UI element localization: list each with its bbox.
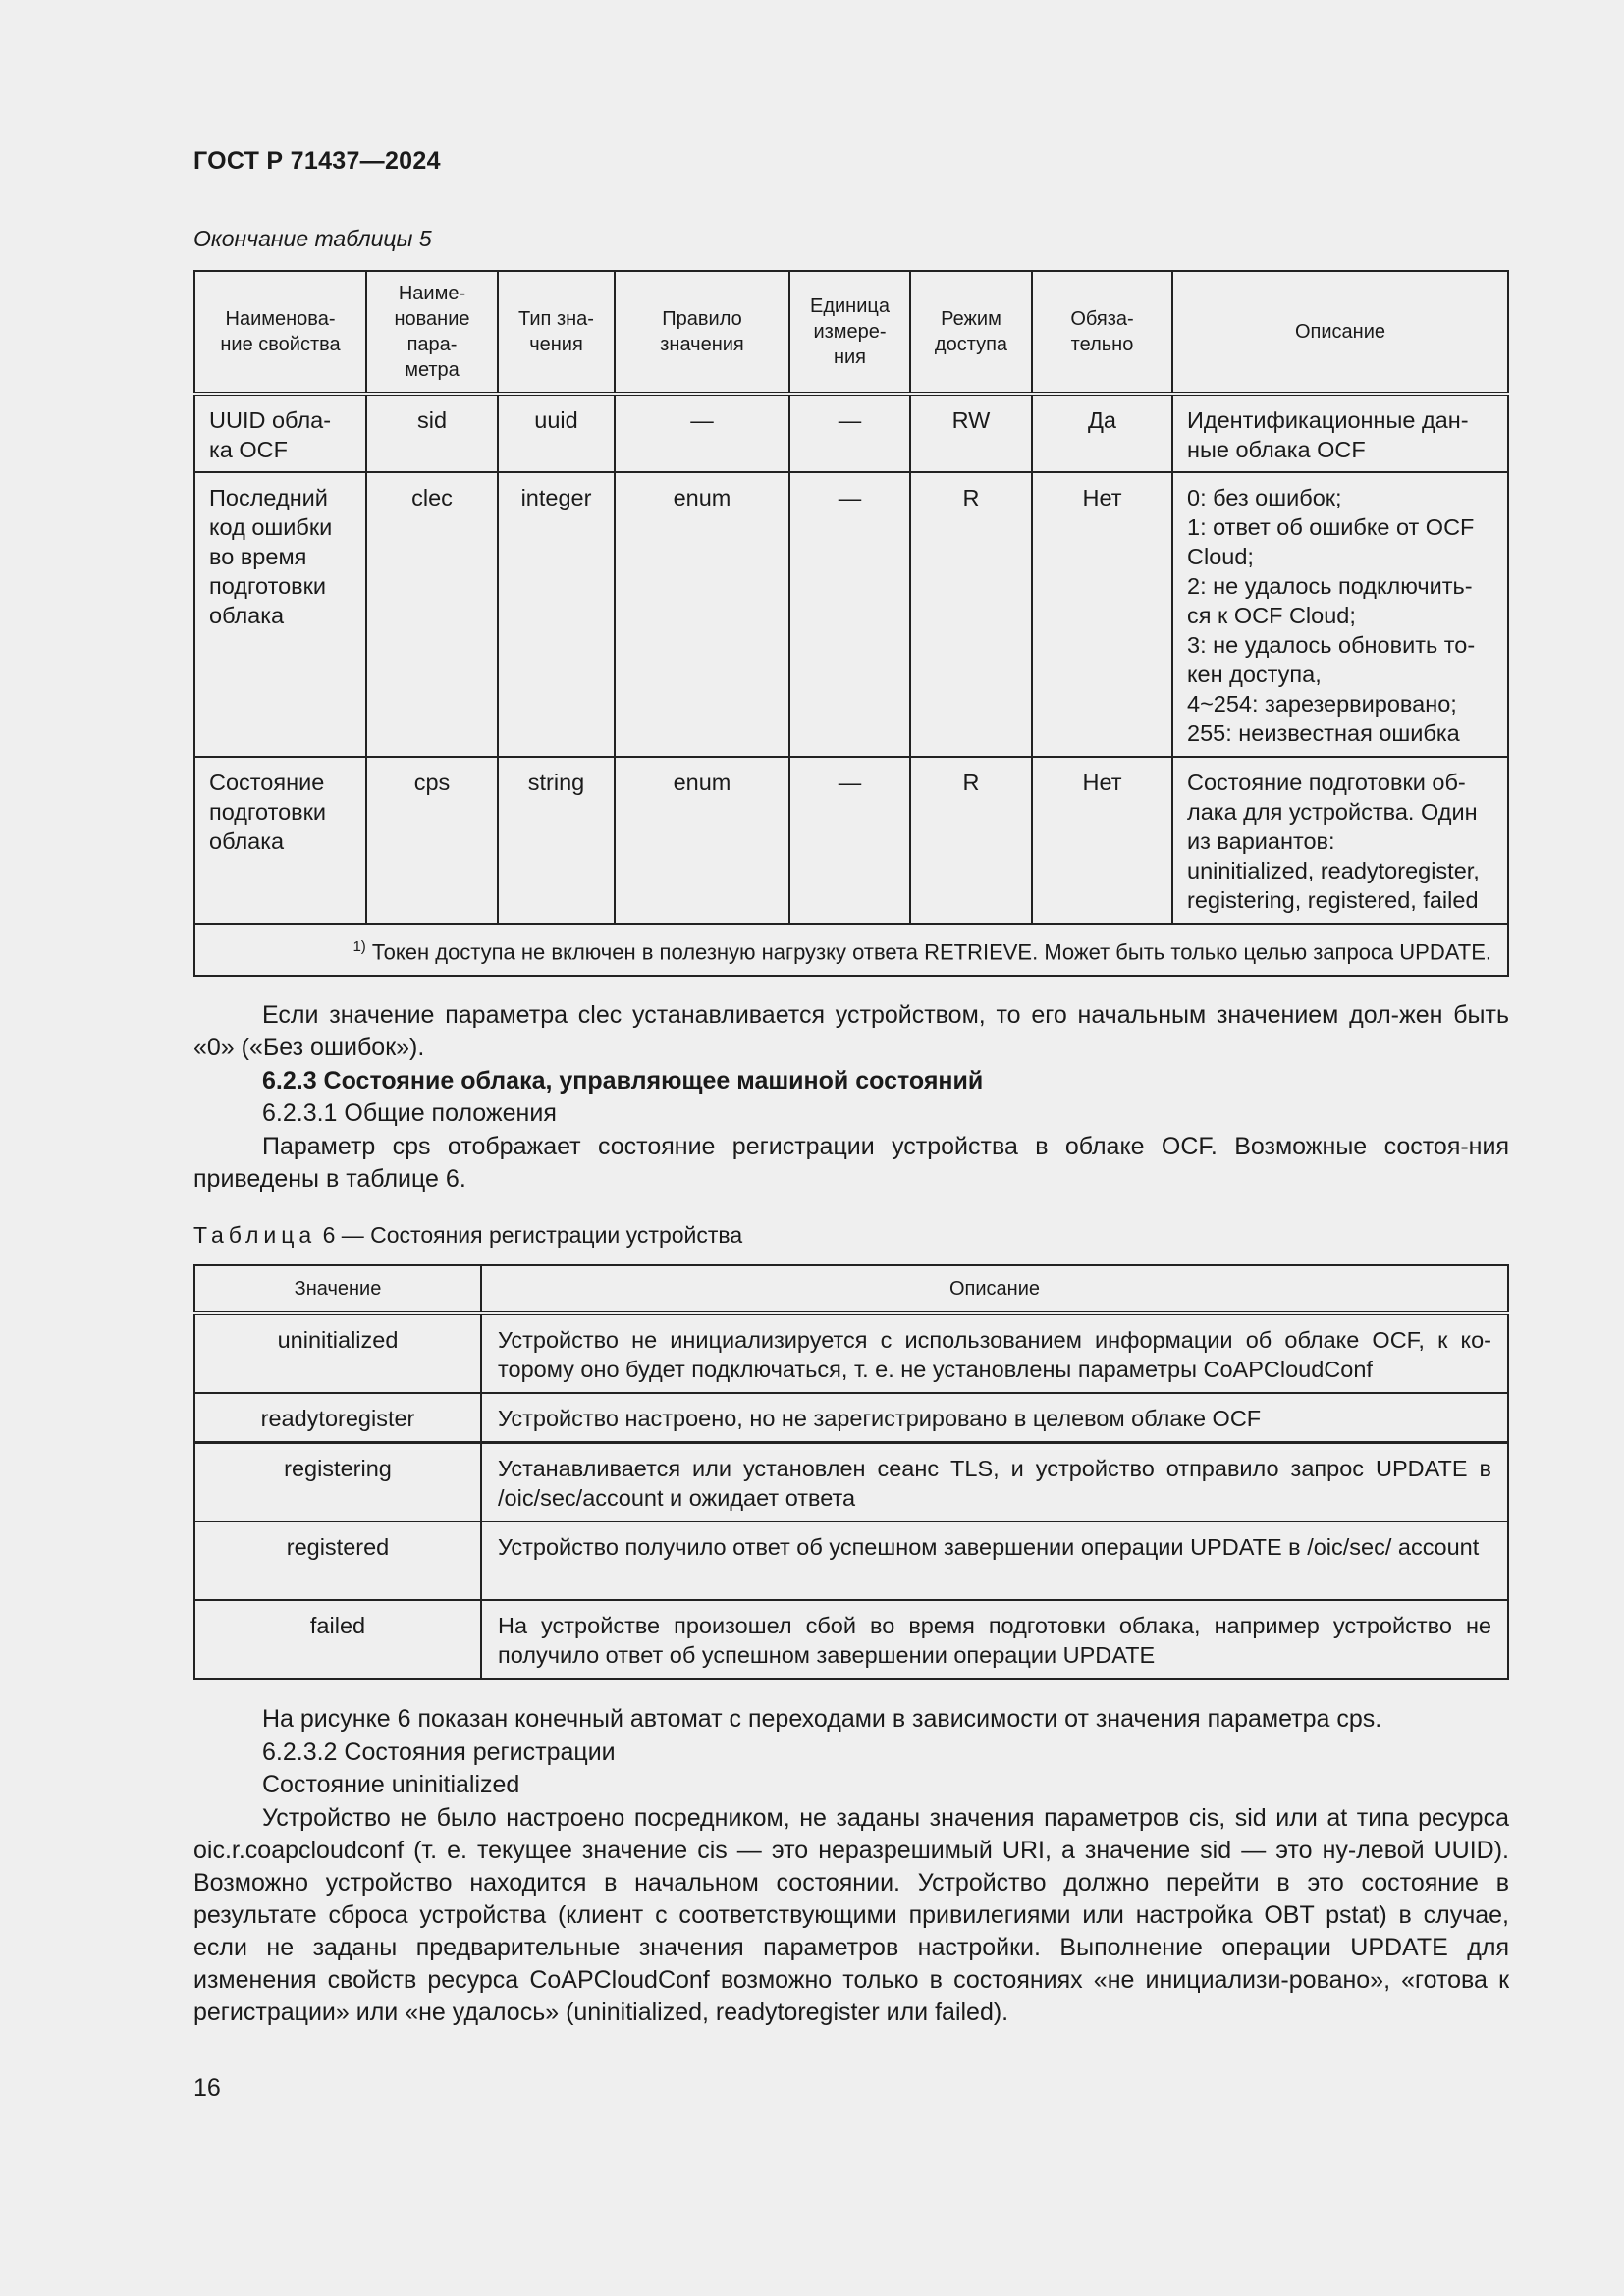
cell-value: registered (194, 1522, 481, 1600)
paragraph: Параметр cps отображает состояние регистрации устройства в облаке OCF. Возможные состоя-ния приведены в таблице 6. (193, 1133, 1509, 1193)
cell-description: Идентификационные дан- ные облака OCF (1172, 394, 1508, 472)
cell-access: R (910, 757, 1032, 924)
page-number: 16 (193, 2074, 221, 2102)
col-header-required: Обяза- тельно (1032, 271, 1172, 394)
table-continuation-caption: Окончание таблицы 5 (193, 226, 432, 251)
cell-name: Состояние подготовки облака (194, 757, 366, 924)
paragraph: Устройство не было настроено посредником, не заданы значения параметров cis, sid или at типа ресурса oic.r.coapcloudconf (т. е. текущее значение cis — это неразрешимый URI, а значение sid — это ну-левой UUID). Возможно устройство находится в начальном состоянии. Устройство должно перейти в это состояние в результате сброса устройства (клиент с соответствующими привилегиями или настройка OBT pstat) в случае, если не заданы предварительные значения параметров настройки. Выполнение операции UPDATE для изменения свойств ресурса CoAPCloudConf возможно только в состояниях «не инициализи-ровано», «готова к регистрации» или «не удалось» (uninitialized, readytoregister или failed). (193, 1804, 1509, 2026)
table-footnote (194, 924, 1508, 976)
col-header-access: Режим доступа (910, 271, 1032, 394)
col-header-description: Описание (1172, 271, 1508, 394)
table-row (194, 472, 1508, 757)
table-6-caption: Таблица 6 — Состояния регистрации устройства (193, 1222, 743, 1248)
cell-rule: — (615, 394, 789, 472)
cell-type: uuid (498, 394, 615, 472)
table-row (194, 1313, 1508, 1393)
table-6 (193, 1264, 1509, 1680)
col-header-value: Значение (194, 1265, 481, 1313)
col-header-type: Тип зна- чения (498, 271, 615, 394)
footnote-mark: 1) (352, 938, 366, 955)
cell-unit: — (789, 757, 910, 924)
cell-description: Устанавливается или установлен сеанс TLS, и устройство отправило запрос UPDATE в /oic/sec/account и ожидает ответа (481, 1443, 1508, 1522)
cell-required: Да (1032, 394, 1172, 472)
cell-access: RW (910, 394, 1032, 472)
cell-name: Последний код ошибки во время подготовки облака (194, 472, 366, 757)
subsection-heading-6-2-3-2: 6.2.3.2 Состояния регистрации (262, 1738, 616, 1766)
table-row (194, 757, 1508, 924)
cell-access: R (910, 472, 1032, 757)
cell-description: Устройство настроено, но не зарегистрировано в целевом облаке OCF (481, 1393, 1508, 1443)
col-header-description: Описание (481, 1265, 1508, 1313)
col-header-rule: Правило значения (615, 271, 789, 394)
table-row (194, 394, 1508, 472)
document-header: ГОСТ Р 71437—2024 (193, 147, 441, 175)
cell-value: readytoregister (194, 1393, 481, 1443)
table-row (194, 1600, 1508, 1679)
cell-description: Устройство получило ответ об успешном завершении операции UPDATE в /oic/sec/ account (481, 1522, 1508, 1600)
cell-required: Нет (1032, 757, 1172, 924)
cell-rule: enum (615, 757, 789, 924)
section-heading-6-2-3: 6.2.3 Состояние облака, управляющее машиной состояний (262, 1067, 984, 1095)
table-row (194, 1443, 1508, 1522)
table-footnote-row (194, 924, 1508, 976)
cell-type: string (498, 757, 615, 924)
cell-unit: — (789, 394, 910, 472)
cell-name: UUID обла- ка OCF (194, 394, 366, 472)
table-row (194, 1522, 1508, 1600)
cell-param: cps (366, 757, 498, 924)
cell-value: registering (194, 1443, 481, 1522)
cell-unit: — (789, 472, 910, 757)
table-row (194, 1393, 1508, 1443)
cell-param: sid (366, 394, 498, 472)
cell-description: Состояние подготовки об- лака для устройства. Один из вариантов: uninitialized, readytoregister, registering, registered, failed (1172, 757, 1508, 924)
col-header-name: Наименова- ние свойства (194, 271, 366, 394)
table-5 (193, 270, 1509, 977)
cell-rule: enum (615, 472, 789, 757)
col-header-unit: Единица измере- ния (789, 271, 910, 394)
paragraph: На рисунке 6 показан конечный автомат с переходами в зависимости от значения параметра cps. (262, 1705, 1382, 1733)
cell-required: Нет (1032, 472, 1172, 757)
cell-param: clec (366, 472, 498, 757)
cell-description: На устройстве произошел сбой во время подготовки облака, например устройство не получило ответ об успешном завершении операции UPDATE (481, 1600, 1508, 1679)
footnote-text: Токен доступа не включен в полезную нагрузку ответа RETRIEVE. Может быть только целью запроса UPDATE. (365, 939, 1491, 965)
cell-description: 0: без ошибок; 1: ответ об ошибке от OCF Cloud; 2: не удалось подключить- ся к OCF Cloud; 3: не удалось обновить то- кен доступа, 4~254: зарезервировано; 255: неизвестная ошибка (1172, 472, 1508, 757)
cell-type: integer (498, 472, 615, 757)
cell-value: uninitialized (194, 1313, 481, 1393)
col-header-param: Наиме- нование пара- метра (366, 271, 498, 394)
cell-description: Устройство не инициализируется с использованием информации об облаке OCF, к ко-торому оно будет подключаться, т. е. не установлены параметры CoAPCloudConf (481, 1313, 1508, 1393)
table-6-header (194, 1265, 1508, 1313)
paragraph: Если значение параметра clec устанавливается устройством, то его начальным значением дол-жен быть «0» («Без ошибок»). (193, 1001, 1509, 1061)
table-5-header (194, 271, 1508, 394)
state-heading: Состояние uninitialized (262, 1771, 520, 1798)
cell-value: failed (194, 1600, 481, 1679)
subsection-heading-6-2-3-1: 6.2.3.1 Общие положения (262, 1099, 557, 1127)
